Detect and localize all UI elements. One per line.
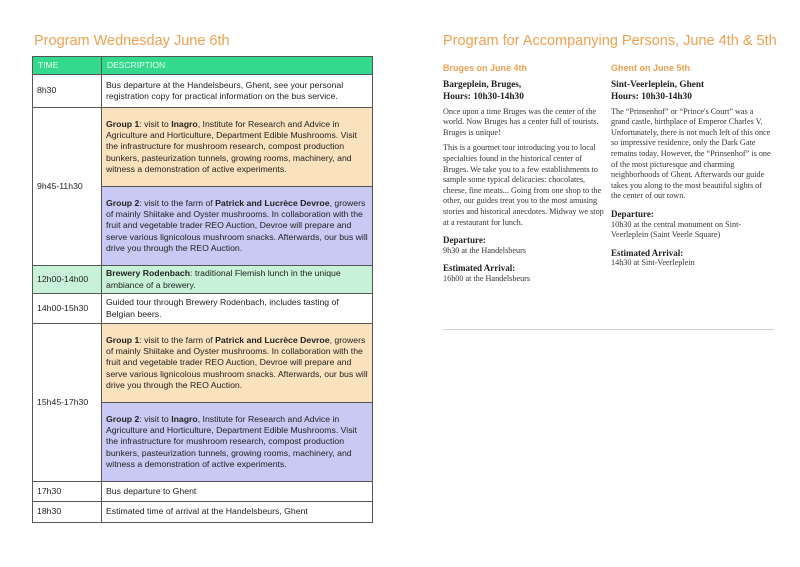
table-row [33, 266, 373, 294]
description-cell: Guided tour through Brewery Rodenbach, includes tasting of Belgian beers. [102, 294, 373, 324]
group-label: Group 1 [106, 118, 140, 129]
bruges-intro: Once upon a time Bruges was the center of the world. Now Bruges has a center full of tourists. Bruges is unique! [443, 106, 599, 137]
divider [443, 329, 774, 330]
table-row [33, 75, 373, 108]
table-row [33, 108, 373, 187]
description-header: DESCRIPTION [102, 57, 373, 75]
text: : traditional Flemish lunch in the unique ambiance of a brewery. [106, 268, 341, 290]
bruges-arrival-label: Estimated Arrival: [443, 263, 516, 274]
time-header: TIME [33, 57, 102, 75]
bruges-departure-label: Departure: [443, 235, 486, 246]
ghent-arrival-label: Estimated Arrival: [611, 247, 684, 258]
accompanying-title: Program for Accompanying Persons, June 4th & 5th [443, 33, 777, 49]
ghent-description: The “Prinsenhof” or “Prince's Court” was a grand castle, birthplace of Emperor Charles V. Unfortunately, there is not much left of this once so impressive residence, only the Dark Gate remains today. However, the “Prinsenhof” is one of the most picturesque and charming neighborhoods of Ghent. Afterwards our guide takes you along to the most beautiful sights of the center of our town. [611, 106, 771, 201]
time-cell: 18h30 [33, 502, 102, 523]
description-cell [102, 266, 373, 294]
text: : visit to the farm of [139, 197, 216, 208]
venue-name: Inagro [171, 118, 198, 129]
ghent-hours: Hours: 10h30-14h30 [611, 91, 692, 102]
time-cell: 8h30 [33, 75, 102, 108]
time-cell: 17h30 [33, 482, 102, 502]
description-cell: Bus departure at the Handelsbeurs, Ghent, see your personal registration copy for practical information on the bus service. [102, 75, 373, 108]
text: , growers of mainly Shiitake and Oyster mushrooms. In collaboration with the fruit and vegetable trader REO Auction, Devroe will prepare and serve various lignicolous mushroom snacks. Afterwards, our bus will drive you through the REO Auction. [106, 197, 368, 253]
bruges-arrival: 16h00 at the Handelsbeurs [443, 273, 531, 283]
group-label: Group 1 [106, 334, 140, 345]
venue-name: Inagro [171, 413, 198, 424]
program-table [32, 56, 373, 523]
ghent-location: Sint-Veerleplein, Ghent [611, 79, 705, 90]
text: : visit to [139, 413, 172, 424]
text: , growers of mainly Shiitake and Oyster mushrooms. In collaboration with the fruit and vegetable trader REO Auction, Devroe will prepare and serve various lignicolous mushroom snacks. Afterwards, our bus will drive you through the REO Auction. [106, 334, 368, 390]
bruges-heading: Bruges on June 4th [443, 63, 528, 73]
bruges-description: This is a gourmet tour introducing you to local specialties found in the historical center of Bruges. We take you to a few establishments to sample some typical delicacies: chocolates, cheese, fine meats... Going from one shop to the other, our guides treat you to the most amusing stories and historical anecdotes. Midway we stop at a restaurant for lunch. [443, 143, 604, 227]
table-row [33, 482, 373, 502]
ghent-column [611, 63, 774, 269]
ghent-heading: Ghent on June 5th [611, 63, 691, 73]
venue-name: Brewery Rodenbach [106, 268, 191, 279]
group-1-cell [102, 108, 373, 187]
text: , Institute for Research and Advice in Agriculture and Horticulture, Department Edible Mushrooms. Visit the infrastructure for mushroom research, compost production bunkers, pasteurization tunnels, growing rooms, machinery, and witness a demonstration of active experiments. [106, 118, 357, 174]
text: , Institute for Research and Advice in Agriculture and Horticulture, Department Edible Mushrooms. Visit the infrastructure for mushroom research, compost production bunkers, pasteurization tunnels, growing rooms, machinery, and witness a demonstration of active experiments. [106, 413, 357, 469]
text: : visit to the farm of [139, 334, 216, 345]
text: : visit to [139, 118, 172, 129]
time-cell: 15h45-17h30 [33, 324, 102, 482]
venue-name: Patrick and Lucrèce Devroe [215, 334, 330, 345]
ghent-departure-label: Departure: [611, 208, 654, 219]
description-cell: Bus departure to Ghent [102, 482, 373, 502]
ghent-arrival: 14h30 at Sint-Veerleplein [611, 258, 695, 268]
bruges-hours: Hours: 10h30-14h30 [443, 91, 524, 102]
group-label: Group 2 [106, 197, 140, 208]
time-cell: 14h00-15h30 [33, 294, 102, 324]
bruges-departure: 9h30 at the Handelsbeurs [443, 245, 526, 255]
bruges-column [443, 63, 606, 285]
bruges-location: Bargeplein, Bruges, [443, 79, 522, 90]
table-row [33, 502, 373, 523]
group-2-cell [102, 187, 373, 266]
venue-name: Patrick and Lucrèce Devroe [215, 197, 330, 208]
time-cell: 9h45-11h30 [33, 108, 102, 266]
description-cell: Estimated time of arrival at the Handelsbeurs, Ghent [102, 502, 373, 523]
group-2-cell [102, 403, 373, 482]
table-row [33, 294, 373, 324]
program-title: Program Wednesday June 6th [34, 33, 230, 49]
table-header-row [33, 57, 373, 75]
time-cell: 12h00-14h00 [33, 266, 102, 294]
ghent-departure: 10h30 at the central monument on Sint-Veerleplein (Saint Veerle Square) [611, 219, 742, 240]
group-1-cell [102, 324, 373, 403]
group-label: Group 2 [106, 413, 140, 424]
table-row [33, 324, 373, 403]
